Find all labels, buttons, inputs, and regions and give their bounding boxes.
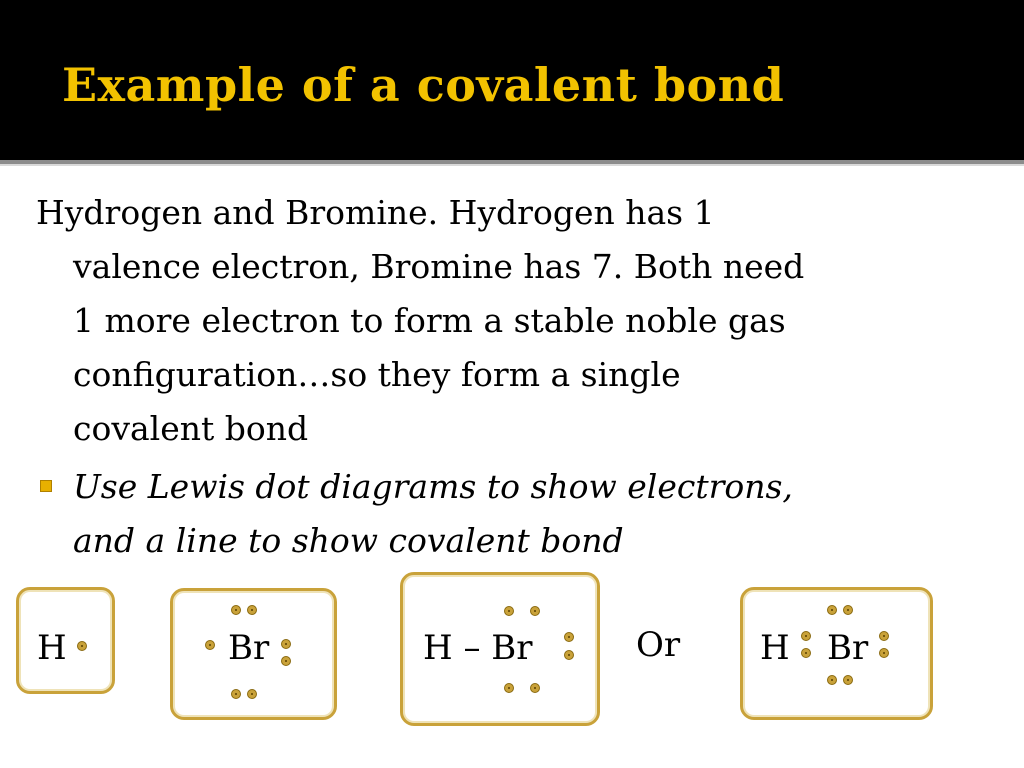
bullet-line: and a line to show covalent bond: [73, 521, 624, 560]
body-paragraph: [36, 186, 996, 456]
bromine-symbol: Br: [827, 628, 869, 668]
electron-dot-icon: [504, 606, 514, 616]
or-label: Or: [636, 625, 681, 665]
hbr-dot-structure-box: [740, 587, 933, 720]
electron-dot-icon: [843, 675, 853, 685]
electron-dot-icon: [530, 606, 540, 616]
paragraph-line: 1 more electron to form a stable noble gas: [73, 301, 786, 340]
hydrogen-lewis-box: [16, 587, 115, 694]
electron-dot-icon: [879, 648, 889, 658]
electron-dot-icon: [77, 641, 87, 651]
electron-dot-icon: [801, 631, 811, 641]
hbr-line-formula: H – Br: [423, 628, 533, 668]
bullet-text: [73, 460, 793, 568]
electron-dot-icon: [231, 605, 241, 615]
electron-dot-icon: [827, 675, 837, 685]
slide-title: Example of a covalent bond: [62, 58, 785, 112]
electron-dot-icon: [801, 648, 811, 658]
electron-dot-icon: [827, 605, 837, 615]
electron-dot-icon: [564, 650, 574, 660]
electron-dot-icon: [281, 639, 291, 649]
hydrogen-symbol: H: [760, 628, 790, 668]
electron-dot-icon: [504, 683, 514, 693]
hbr-bond-line-box: [400, 572, 600, 726]
paragraph-line: configuration…so they form a single: [73, 355, 681, 394]
electron-dot-icon: [530, 683, 540, 693]
paragraph-line: valence electron, Bromine has 7. Both need: [73, 247, 805, 286]
square-bullet-icon: [40, 480, 52, 492]
title-divider-highlight: [0, 164, 1024, 166]
electron-dot-icon: [564, 632, 574, 642]
electron-dot-icon: [879, 631, 889, 641]
electron-dot-icon: [281, 656, 291, 666]
electron-dot-icon: [843, 605, 853, 615]
bullet-line: Use Lewis dot diagrams to show electrons,: [73, 467, 793, 506]
hydrogen-symbol: H: [37, 628, 67, 668]
bromine-lewis-box: [170, 588, 337, 720]
electron-dot-icon: [205, 640, 215, 650]
electron-dot-icon: [247, 605, 257, 615]
electron-dot-icon: [247, 689, 257, 699]
paragraph-line: covalent bond: [73, 409, 309, 448]
bromine-symbol: Br: [228, 628, 270, 668]
paragraph-line: Hydrogen and Bromine. Hydrogen has 1: [36, 193, 715, 232]
electron-dot-icon: [231, 689, 241, 699]
